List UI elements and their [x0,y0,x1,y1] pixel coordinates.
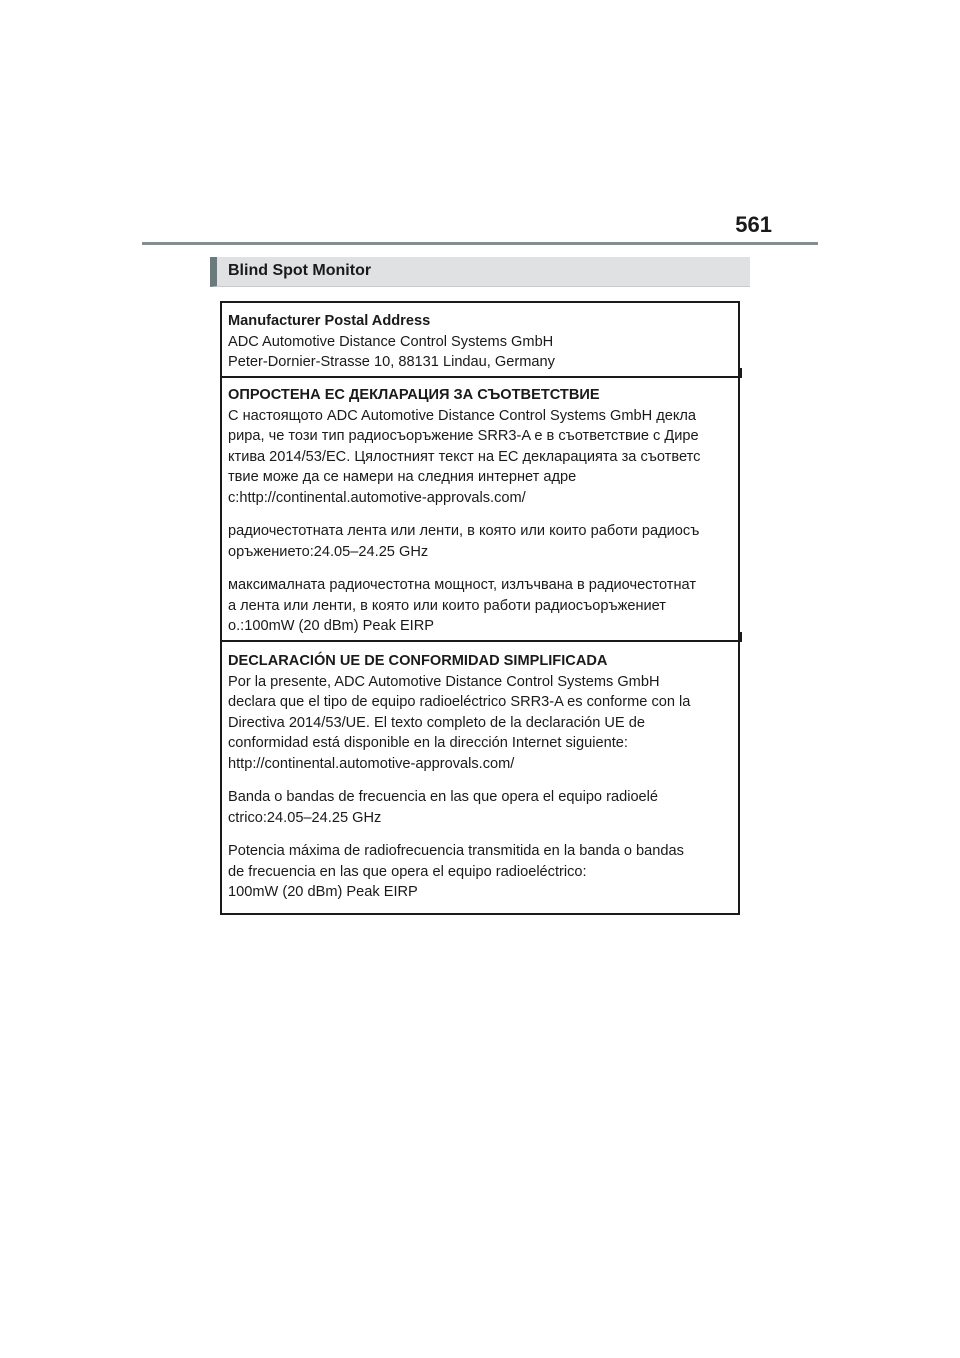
bulgarian-declaration-block [228,385,736,637]
bulgarian-para2-line: оръжението:24.05–24.25 GHz [228,543,429,560]
spanish-para1-line: Por la presente, ADC Automotive Distance Control Systems GmbH [228,673,660,690]
bulgarian-para1-line: рира, че този тип радиосъоръжение SRR3-A е в съответствие с Дире [228,428,699,444]
bulgarian-title: ОПРОСТЕНА ЕС ДЕКЛАРАЦИЯ ЗА СЪОТВЕТСТВИЕ [228,387,600,403]
spanish-para2-line: ctrico:24.05–24.25 GHz [228,809,382,826]
bulgarian-para3-line: о.:100mW (20 dBm) Peak EIRP [228,618,435,634]
spanish-para1-line: declara que el tipo de equipo radioeléctrico SRR3-A es conforme con la [228,694,691,710]
manufacturer-block [228,311,736,373]
spanish-title: DECLARACIÓN UE DE CONFORMIDAD SIMPLIFICADA [228,653,608,669]
bulgarian-para1-line: С настоящото ADC Automotive Distance Control Systems GmbH декла [228,407,697,424]
manufacturer-line: Peter-Dornier-Strasse 10, 88131 Lindau, Germany [228,354,555,370]
bulgarian-para1-line: ктива 2014/53/ЕС. Цялостният текст на ЕС декларацията за съответс [228,448,701,465]
spanish-para3-line: Potencia máxima de radiofrecuencia transmitida en la banda o bandas [228,843,684,859]
page-number: 561 [735,212,772,237]
spanish-para3-line: de frecuencia en las que opera el equipo radioeléctrico: [228,863,587,880]
section-heading-text: Blind Spot Monitor [228,262,372,279]
manufacturer-title: Manufacturer Postal Address [228,313,431,329]
bulgarian-para1-line: с:http://continental.automotive-approvals.com/ [228,489,526,506]
bulgarian-para3-line: максималната радиочестотна мощност, излъчвана в радиочестотнат [228,577,697,593]
section-divider [222,376,740,378]
spanish-para3-line: 100mW (20 dBm) Peak EIRP [228,884,418,900]
header-rule [142,242,818,245]
bulgarian-para2-line: радиочестотната лента или ленти, в която или които работи радиосъ [228,523,700,539]
spanish-para1-line: Directiva 2014/53/UE. El texto completo de la declaración UE de [228,714,645,731]
bulgarian-para1-line: твие може да се намери на следния интернет адре [228,469,577,485]
spanish-para2-line: Banda o bandas de frecuencia en las que opera el equipo radioelé [228,789,659,805]
bulgarian-para3-line: а лента или ленти, в която или които работи радиосъоръжениет [228,597,666,614]
section-divider [222,640,740,642]
spanish-para1-line: http://continental.automotive-approvals.com/ [228,755,515,772]
section-heading [210,257,750,287]
spanish-para1-line: conformidad está disponible en la dirección Internet siguiente: [228,735,628,751]
manufacturer-line: ADC Automotive Distance Control Systems GmbH [228,333,554,350]
declaration-box [220,301,740,915]
spanish-declaration-block [228,651,736,903]
